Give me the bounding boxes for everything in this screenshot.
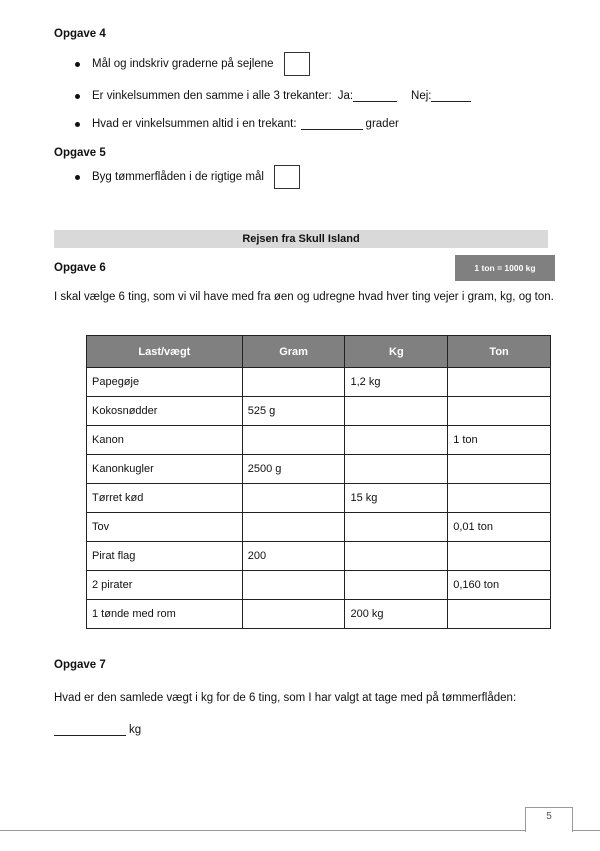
table-cell[interactable]: 0,160 ton [448, 571, 551, 600]
table-cell[interactable] [448, 600, 551, 629]
table-cell: Kanonkugler [87, 455, 243, 484]
table-cell[interactable]: 0,01 ton [448, 513, 551, 542]
table-cell: Kanon [87, 426, 243, 455]
column-header: Kg [345, 336, 448, 368]
table-cell: Kokosnødder [87, 397, 243, 426]
task4-bullet-3-text: Hvad er vinkelsummen altid i en trekant: [92, 118, 297, 130]
task7-heading: Opgave 7 [54, 659, 106, 671]
total-kg-unit: kg [129, 724, 142, 736]
table-cell[interactable]: 1 ton [448, 426, 551, 455]
table-row [87, 513, 551, 542]
table-cell[interactable] [242, 368, 345, 397]
table-cell: 1 tønde med rom [87, 600, 243, 629]
table-cell: Papegøje [87, 368, 243, 397]
total-kg-blank[interactable] [54, 724, 126, 736]
table-row [87, 484, 551, 513]
table-cell[interactable] [345, 571, 448, 600]
table-cell[interactable] [448, 484, 551, 513]
table-row [87, 571, 551, 600]
table-cell[interactable] [448, 397, 551, 426]
section-banner: Rejsen fra Skull Island [54, 230, 548, 248]
no-label: Nej: [411, 90, 432, 102]
task4-bullet-1 [75, 52, 310, 76]
answer-box[interactable] [274, 165, 300, 189]
bullet-icon [75, 175, 80, 180]
task4-bullet-1-text: Mål og indskriv graderne på sejlene [92, 58, 274, 70]
table-header-row [87, 336, 551, 368]
table-cell[interactable] [345, 513, 448, 542]
weight-table [86, 335, 551, 629]
column-header: Gram [242, 336, 345, 368]
table-row [87, 368, 551, 397]
column-header: Last/vægt [87, 336, 243, 368]
column-header: Ton [448, 336, 551, 368]
table-cell[interactable] [448, 455, 551, 484]
task6-heading: Opgave 6 [54, 262, 106, 274]
yes-blank[interactable] [353, 90, 397, 102]
task6-text: I skal vælge 6 ting, som vi vil have med fra øen og udregne hvad hver ting vejer i gram, kg, og ton. [54, 291, 554, 303]
table-cell[interactable] [345, 397, 448, 426]
table-cell[interactable] [345, 542, 448, 571]
footer-rule [0, 830, 600, 831]
task4-heading: Opgave 4 [54, 28, 106, 40]
page-number: 5 [525, 807, 573, 832]
table-cell[interactable] [448, 368, 551, 397]
table-cell[interactable]: 1,2 kg [345, 368, 448, 397]
task4-bullet-3 [75, 118, 399, 130]
table-cell[interactable]: 200 kg [345, 600, 448, 629]
bullet-icon [75, 62, 80, 67]
conversion-badge: 1 ton = 1000 kg [455, 255, 555, 281]
degrees-blank[interactable] [301, 118, 363, 130]
table-cell[interactable] [242, 513, 345, 542]
table-cell: 2 pirater [87, 571, 243, 600]
table-cell[interactable]: 2500 g [242, 455, 345, 484]
table-row [87, 397, 551, 426]
table-cell[interactable] [242, 571, 345, 600]
table-cell: Pirat flag [87, 542, 243, 571]
task5-heading: Opgave 5 [54, 147, 106, 159]
total-answer [54, 724, 141, 736]
table-cell[interactable] [242, 484, 345, 513]
table-cell[interactable]: 15 kg [345, 484, 448, 513]
degrees-unit: grader [365, 118, 399, 130]
answer-box[interactable] [284, 52, 310, 76]
table-cell[interactable]: 200 [242, 542, 345, 571]
table-cell[interactable] [242, 600, 345, 629]
table-cell[interactable] [448, 542, 551, 571]
table-cell: Tov [87, 513, 243, 542]
no-blank[interactable] [431, 90, 471, 102]
table-row [87, 426, 551, 455]
table-cell: Tørret kød [87, 484, 243, 513]
task5-bullet-1-text: Byg tømmerflåden i de rigtige mål [92, 171, 264, 183]
table-cell[interactable] [345, 426, 448, 455]
task7-text: Hvad er den samlede vægt i kg for de 6 ting, som I har valgt at tage med på tømmerflåden: [54, 692, 517, 704]
task5-bullet-1 [75, 165, 300, 189]
task4-bullet-2 [75, 90, 471, 102]
bullet-icon [75, 94, 80, 99]
bullet-icon [75, 122, 80, 127]
table-cell[interactable] [345, 455, 448, 484]
yes-label: Ja: [337, 90, 354, 102]
table-row [87, 600, 551, 629]
table-cell[interactable] [242, 426, 345, 455]
table-row [87, 542, 551, 571]
table-row [87, 455, 551, 484]
table-cell[interactable]: 525 g [242, 397, 345, 426]
task4-bullet-2-text: Er vinkelsummen den samme i alle 3 trekanter: [92, 90, 332, 102]
